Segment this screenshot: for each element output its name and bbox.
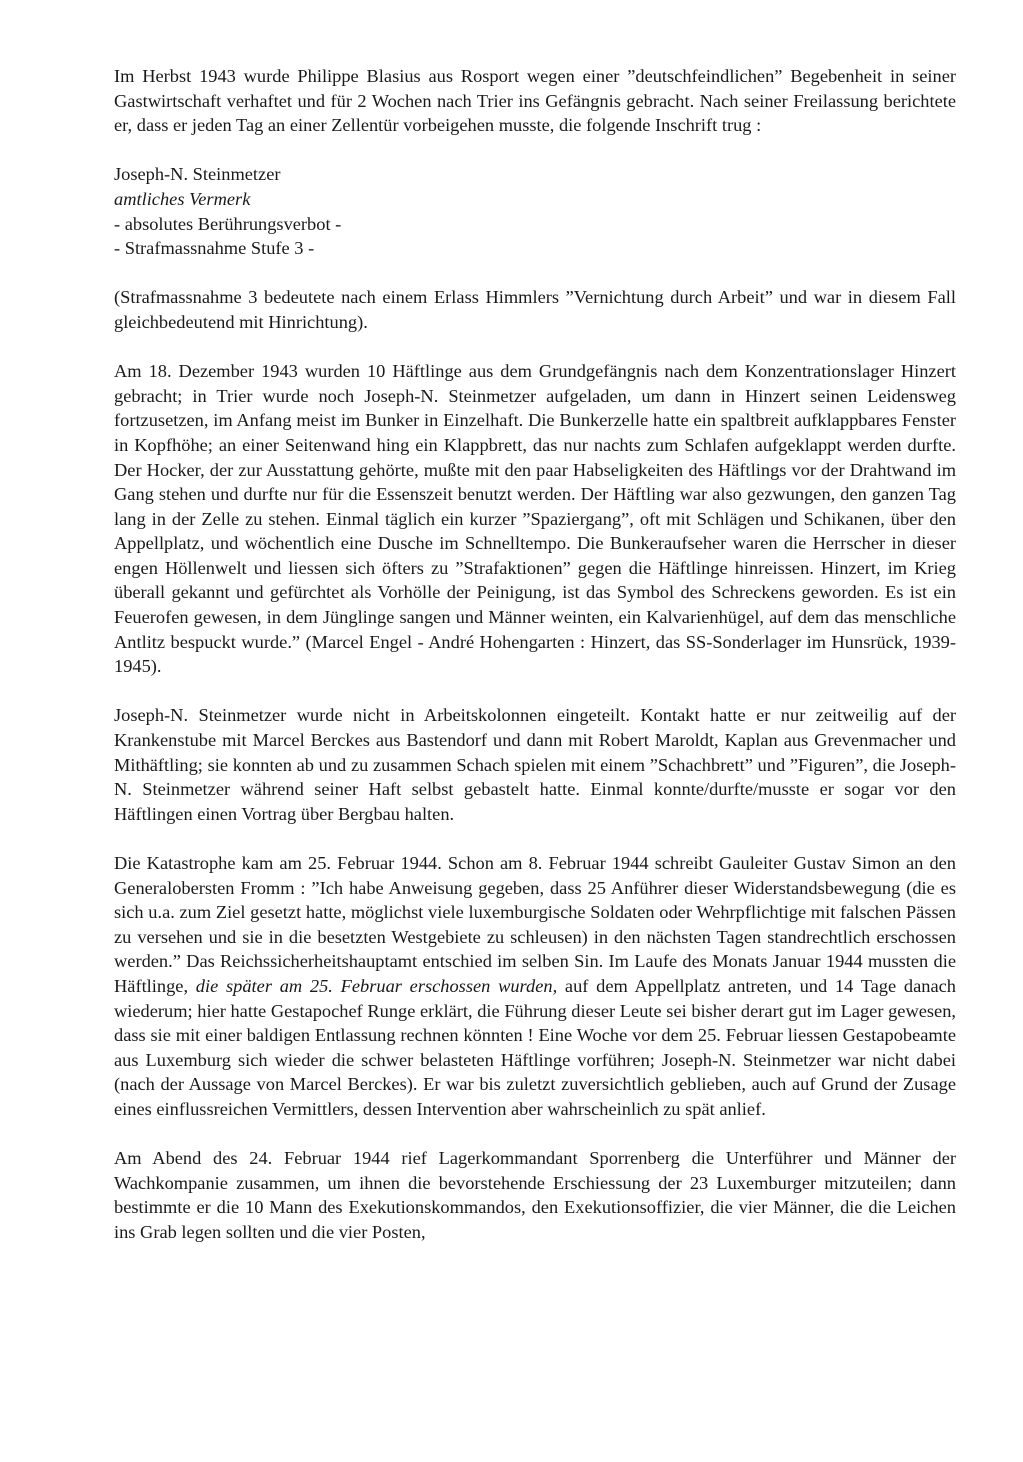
paragraph-contacts: Joseph-N. Steinmetzer wurde nicht in Arbeitskolonnen eingeteilt. Kontakt hatte er nur zeitweilig auf der Krankenstube mit Marcel Berckes aus Bastendorf und dann mit Robert Maroldt, Kaplan aus Grevenmacher und Mithäftling; sie konnten ab und zu zusammen Schach spielen mit einem ”Schachbrett” und ”Figuren”, die Joseph-N. Steinmetzer während seiner Haft selbst gebastelt hatte. Einmal konnte/durfte/musste er sogar vor den Häftlingen einen Vortrag über Bergbau halten.: [114, 705, 956, 824]
paragraph-strafmassnahme: (Strafmassnahme 3 bedeutete nach einem Erlass Himmlers ”Vernichtung durch Arbeit” und war in diesem Fall gleichbedeutend mit Hinrichtung).: [114, 287, 956, 332]
inscription-note: amtliches Vermerk: [114, 188, 251, 209]
paragraph-evening-24-february: Am Abend des 24. Februar 1944 rief Lagerkommandant Sporrenberg die Unterführer und Männer der Wachkompanie zusammen, um ihnen die bevorstehende Erschiessung der 23 Luxemburger mitzuteilen; dann bestimmte er die 10 Mann des Exekutionskommandos, den Exekutionsoffizier, die vier Männer, die die Leichen ins Grab legen sollten und die vier Posten,: [114, 1148, 956, 1242]
paragraph-herbst-1943: Im Herbst 1943 wurde Philippe Blasius aus Rosport wegen einer ”deutschfeindlichen” Begebenheit in seiner Gastwirtschaft verhaftet und für 2 Wochen nach Trier ins Gefängnis gebracht. Nach seiner Freilassung berichtete er, dass er jeden Tag an einer Zellentür vorbeigehen musste, die folgende Inschrift trug :: [114, 66, 956, 136]
cell-door-inscription: [114, 162, 956, 260]
catastrophe-text-part-2: auf dem Appellplatz antreten, und 14 Tage danach wiederum; hier hatte Gestapochef Runge erklärt, die Führung dieser Leute sei bisher derart gut im Lager gewesen, dass sie mit einer baldigen Entlassung rechnen könnten ! Eine Woche vor dem 25. Februar liessen Gestapobeamte aus Luxemburg sich wieder die schwer belasteten Häftlinge vorführen; Joseph-N. Steinmetzer war nicht dabei (nach der Aussage von Marcel Berckes). Er war bis zuletzt zuversichtlich geblieben, auch auf Grund der Zusage eines einflussreichen Vermittlers, dessen Intervention aber wahrscheinlich zu spät anlief.: [114, 975, 956, 1119]
document-page: [114, 64, 956, 1269]
paragraph-hinzert-transfer: Am 18. Dezember 1943 wurden 10 Häftlinge aus dem Grundgefängnis nach dem Konzentrationslager Hinzert gebracht; in Trier wurde noch Joseph-N. Steinmetzer aufgeladen, um dann in Hinzert seinen Leidensweg fortzusetzen, im Anfang meist im Bunker in Einzelhaft. Die Bunkerzelle hatte ein spaltbreit aufklappbares Fenster in Kopfhöhe; an einer Seitenwand hing ein Klappbrett, das nur nachts zum Schlafen aufgeklappt werden durfte. Der Hocker, der zur Ausstattung gehörte, mußte mit den paar Habseligkeiten des Häftlings vor der Drahtwand im Gang stehen und durfte nur für die Essenszeit benutzt werden. Der Häftling war also gezwungen, den ganzen Tag lang in der Zelle zu stehen. Einmal täglich ein kurzer ”Spaziergang”, oft mit Schlägen und Schikanen, über den Appellplatz, und wöchentlich eine Dusche im Schnelltempo. Die Bunkeraufseher waren die Herrscher in dieser engen Höllenwelt und liessen sich öfters zu ”Strafaktionen” gegen die Häftlinge hinreissen. Hinzert, im Krieg überall gekannt und gefürchtet als Vorhölle der Peinigung, ist das Symbol des Schreckens geworden. Es ist ein Feuerofen gewesen, in dem Jünglinge sangen und Männer weinten, ein Kalvarienhügel, auf dem das menschliche Antlitz bespuckt wurde.” (Marcel Engel - André Hohengarten : Hinzert, das SS-Sonderlager im Hunsrück, 1939-1945).: [114, 361, 956, 677]
inscription-contact-ban: - absolutes Berührungsverbot -: [114, 213, 342, 234]
inscription-punishment-level: - Strafmassnahme Stufe 3 -: [114, 238, 315, 259]
catastrophe-emphasis: die später am 25. Februar erschossen wurden,: [195, 975, 558, 996]
paragraph-catastrophe: [114, 851, 956, 1122]
catastrophe-text-part-1: Die Katastrophe kam am 25. Februar 1944. Schon am 8. Februar 1944 schreibt Gauleiter Gustav Simon an den Generalobersten Fromm : ”Ich habe Anweisung gegeben, dass 25 Anführer dieser Widerstandsbewegung (die es sich u.a. zum Ziel gesetzt hatte, möglichst viele luxemburgische Soldaten oder Wehrpflichtige mit falschen Pässen zu versehen und sie in die besetzten Westgebiete zu schleusen) in den nächsten Tagen standrechtlich erschossen werden.” Das Reichssicherheitshauptamt entschied im selben Sin. Im Laufe des Monats Januar 1944 mussten die Häftlinge,: [114, 853, 956, 996]
inscription-name: Joseph-N. Steinmetzer: [114, 164, 281, 185]
